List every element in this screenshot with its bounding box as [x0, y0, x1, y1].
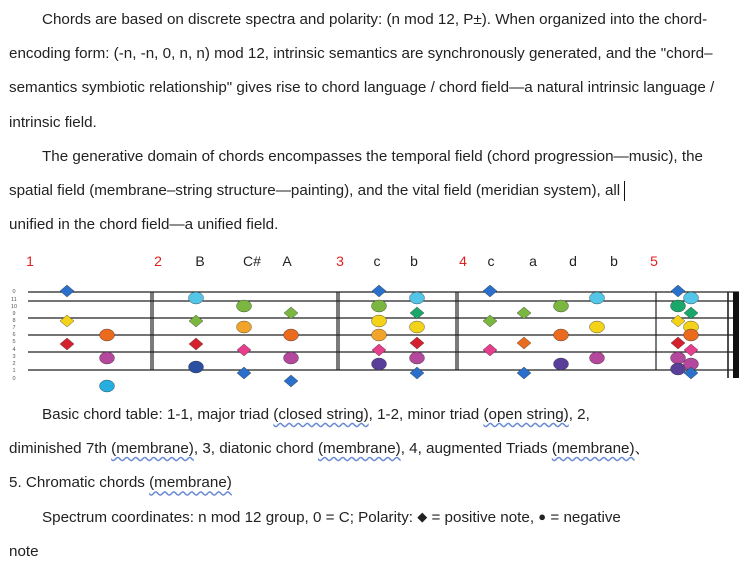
chord-label: a	[529, 253, 537, 269]
note-diamond	[684, 344, 698, 356]
row-label: 11	[11, 297, 17, 303]
chord-label: b	[610, 253, 618, 269]
note-dot	[671, 300, 686, 312]
paragraph-2-tail: unified in the chord field—a unified field.	[9, 216, 279, 234]
membrane-term: (membrane)	[149, 474, 232, 492]
positive-diamond-icon: ◆	[417, 509, 428, 524]
text-cursor	[624, 181, 625, 201]
chord-label: d	[569, 253, 577, 269]
note-dot	[671, 352, 686, 364]
note-diamond	[684, 307, 698, 319]
note-dot	[684, 329, 699, 341]
note-diamond	[483, 285, 497, 297]
row-label: 0	[12, 376, 16, 382]
note-diamond	[237, 344, 251, 356]
note-dot	[372, 329, 387, 341]
note-dot	[410, 352, 425, 364]
row-label: 0	[12, 289, 16, 295]
note-dot	[410, 321, 425, 333]
note-diamond	[284, 375, 298, 387]
row-label: 4	[12, 347, 16, 353]
note-dot	[554, 358, 569, 370]
section-number: 3	[336, 253, 344, 269]
note-diamond	[372, 285, 386, 297]
note-dot	[189, 292, 204, 304]
note-dot	[684, 292, 699, 304]
row-label: 9	[12, 311, 16, 317]
note-diamond	[410, 337, 424, 349]
chord-label: c	[373, 253, 381, 269]
note-dot	[372, 358, 387, 370]
note-dot	[554, 300, 569, 312]
note-dot	[284, 352, 299, 364]
membrane-term: (membrane)	[111, 440, 194, 458]
chord-label: C#	[243, 253, 261, 269]
row-label: 5	[12, 339, 16, 345]
note-dot	[590, 352, 605, 364]
membrane-term: (membrane)	[317, 440, 401, 458]
note-diamond	[671, 337, 685, 349]
note-diamond	[517, 337, 531, 349]
note-diamond	[410, 307, 424, 319]
spectrum-note-tail: note	[9, 543, 39, 561]
note-diamond	[189, 315, 203, 327]
note-diamond	[684, 367, 698, 379]
final-bar-thick	[733, 292, 739, 378]
section-number: 2	[154, 253, 162, 269]
closed-string-term: (closed string)	[273, 406, 369, 423]
paragraph-2-text: The generative domain of chords encompasses the temporal field (chord progression—music), the spatial field (membrane–string structure—painting), and the vital field (meridian system), all	[9, 148, 703, 200]
note-diamond	[372, 344, 386, 356]
note-dot	[590, 321, 605, 333]
note-dot	[590, 292, 605, 304]
note-diamond	[284, 307, 298, 319]
note-diamond	[517, 367, 531, 379]
chord-staff	[0, 246, 749, 396]
note-diamond	[237, 367, 251, 379]
note-diamond	[60, 338, 74, 350]
row-label: 6	[12, 332, 16, 338]
membrane-term: (membrane)	[551, 440, 635, 458]
note-dot	[284, 329, 299, 341]
paragraph-1	[9, 3, 739, 140]
section-number: 1	[26, 253, 34, 269]
row-label: 1	[12, 368, 16, 374]
note-dot	[671, 363, 686, 375]
chord-label: A	[282, 253, 292, 269]
note-dot	[237, 321, 252, 333]
note-diamond	[60, 315, 74, 327]
note-dot	[410, 292, 425, 304]
note-dot	[554, 329, 569, 341]
note-dot	[237, 300, 252, 312]
section-number: 4	[459, 253, 467, 269]
row-label: 8	[12, 318, 16, 324]
note-dot	[372, 315, 387, 327]
section-number: 5	[650, 253, 658, 269]
note-dot	[189, 361, 204, 373]
note-diamond	[483, 315, 497, 327]
note-dot	[100, 352, 115, 364]
caption: Basic chord table: 1-1, major triad (closed string), 1-2, minor triad (open string), 2, diminished 7th (membrane), 3, diatonic chord (membrane), 4, augmented Triads (membrane)、 5. Chromatic chords (membrane)	[9, 406, 650, 492]
note-diamond	[671, 285, 685, 297]
open-string-term: (open string)	[483, 406, 569, 423]
paragraph-1-text: Chords are based on discrete spectra and polarity: (n mod 12, P±). When organized into the chord-encoding form: (-n, -n, 0, n, n) mod 12, intrinsic semantics are synchronously generated, and the "chord–semantics symbiotic relationship" gives rise to chord language / chord field—a natural intrinsic language / intrinsic field.	[9, 11, 715, 131]
negative-dot-icon: ●	[538, 509, 547, 524]
note-diamond	[483, 344, 497, 356]
paragraph-2	[9, 140, 739, 243]
row-label: 3	[12, 354, 16, 360]
chord-label: c	[487, 253, 495, 269]
chord-label: b	[410, 253, 418, 269]
note-diamond	[517, 307, 531, 319]
note-diamond	[189, 338, 203, 350]
row-label: 10	[10, 304, 18, 310]
note-diamond	[60, 285, 74, 297]
note-diamond	[410, 367, 424, 379]
spectrum-note: Spectrum coordinates: n mod 12 group, 0 = C; Polarity: ◆ = positive note, ● = negative note	[9, 509, 621, 561]
row-label: 7	[12, 325, 16, 331]
note-dot	[100, 329, 115, 341]
chord-label: B	[195, 253, 205, 269]
note-dot	[372, 300, 387, 312]
row-label: 2	[12, 361, 16, 367]
note-dot	[100, 380, 115, 392]
note-diamond	[671, 315, 685, 327]
